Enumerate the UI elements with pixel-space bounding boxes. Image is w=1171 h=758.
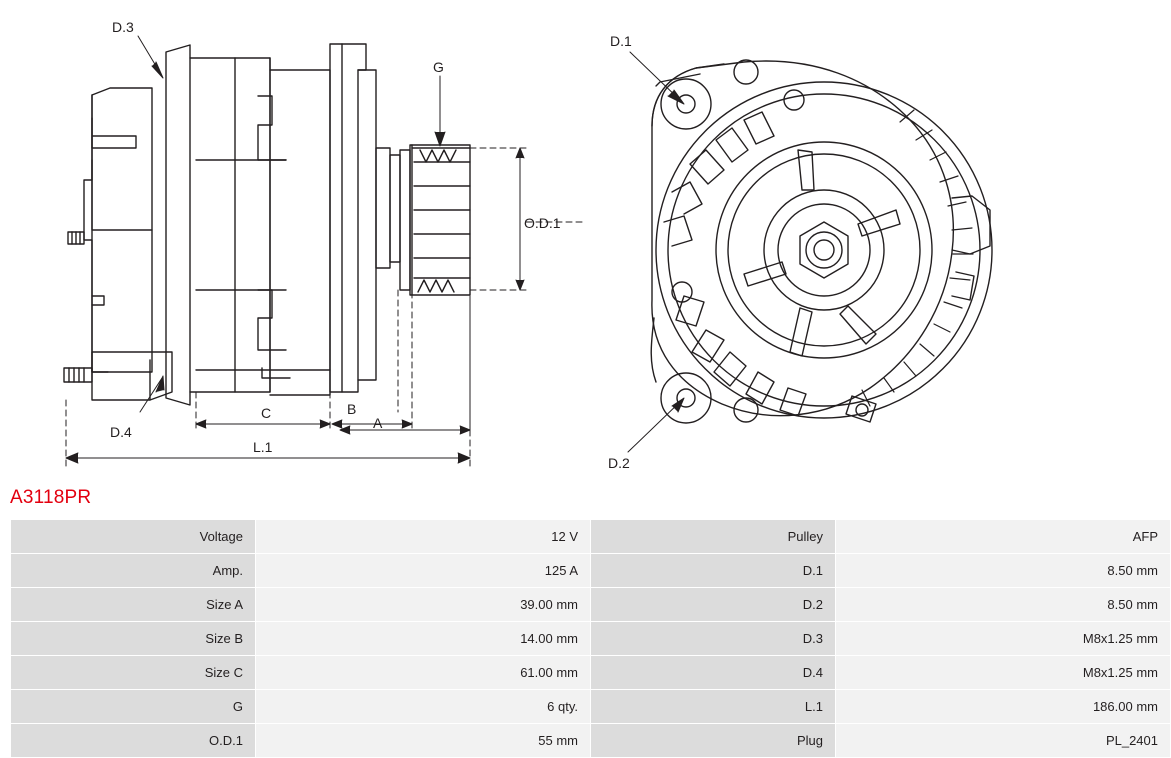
lower-stud-threads [69, 368, 84, 382]
spec-label: D.2 [591, 588, 836, 622]
pulley-body [410, 145, 470, 295]
pulley-vee-top [420, 150, 456, 162]
bracket-lower-arm [651, 318, 656, 382]
table-row [11, 690, 1171, 724]
label-l1: L.1 [253, 439, 273, 455]
specifications-table [10, 519, 1171, 758]
spec-value: 55 mm [256, 724, 591, 758]
label-a: A [373, 415, 383, 431]
od1-dimension [516, 148, 524, 290]
mounting-ear-upper [661, 79, 711, 129]
b-dimension [332, 420, 412, 428]
front-bracket [330, 44, 366, 392]
label-d3: D.3 [112, 19, 134, 35]
body-step-2 [258, 290, 286, 350]
stator-body-2 [270, 70, 330, 395]
d2-leader [628, 398, 684, 452]
body-step-1 [258, 96, 286, 160]
spec-value: 14.00 mm [256, 622, 591, 656]
spec-value: 125 A [256, 554, 591, 588]
spec-label: D.4 [591, 656, 836, 690]
label-g: G [433, 59, 444, 75]
rear-notch [92, 296, 104, 305]
rotor-outer-circle [716, 142, 932, 358]
table-row [11, 520, 1171, 554]
part-code-title: A3118PR [10, 487, 92, 508]
dimension-extension-lines [66, 148, 582, 466]
d4-leader [140, 376, 164, 412]
fan-blade-3 [840, 306, 876, 344]
fan-hub-circle [764, 190, 884, 310]
right-side-tab [952, 272, 974, 300]
d3-leader [138, 36, 163, 78]
boss-upper-right [784, 90, 804, 110]
table-row [11, 588, 1171, 622]
spec-label: D.1 [591, 554, 836, 588]
table-row [11, 724, 1171, 758]
stator-inner-ring [668, 94, 980, 406]
label-c: C [261, 405, 272, 421]
spec-value: 8.50 mm [836, 554, 1171, 588]
spec-value: PL_2401 [836, 724, 1171, 758]
pulley-hub [400, 150, 410, 290]
boss-top [734, 60, 758, 84]
spec-label: Size B [11, 622, 256, 656]
housing-outer-silhouette [652, 61, 953, 416]
terminal-thread-lines [72, 232, 80, 244]
spec-label: Size C [11, 656, 256, 690]
label-od1: O.D.1 [524, 215, 561, 231]
spec-value: M8x1.25 mm [836, 622, 1171, 656]
spec-value: 186.00 mm [836, 690, 1171, 724]
shaft-center [814, 240, 834, 260]
spec-value: 6 qty. [256, 690, 591, 724]
label-b: B [347, 401, 357, 417]
spec-value: M8x1.25 mm [836, 656, 1171, 690]
label-d2: D.2 [608, 455, 630, 471]
shaft-hex-nut [800, 222, 848, 278]
spec-value: 61.00 mm [256, 656, 591, 690]
bottom-tab [846, 396, 876, 422]
spec-label: Plug [591, 724, 836, 758]
mounting-ear-lower [661, 373, 711, 423]
spec-label: D.3 [591, 622, 836, 656]
spec-label: L.1 [591, 690, 836, 724]
lower-stud [64, 368, 92, 382]
spec-label: Amp. [11, 554, 256, 588]
bearing-retainer [376, 148, 390, 268]
boss-left-mid [672, 282, 692, 302]
label-d4: D.4 [110, 424, 132, 440]
label-d1: D.1 [610, 33, 632, 49]
shaft-collar [390, 155, 400, 262]
fan-blade-5 [744, 262, 786, 286]
rear-cover-detail [92, 118, 136, 148]
spec-value: 12 V [256, 520, 591, 554]
table-row [11, 554, 1171, 588]
fan-blade-4 [790, 308, 812, 356]
c-dimension [196, 420, 330, 428]
rear-bracket [166, 45, 190, 405]
g-leader [435, 76, 445, 146]
spec-label: G [11, 690, 256, 724]
spec-label: Voltage [11, 520, 256, 554]
fan-blade-2 [858, 210, 900, 236]
rear-cover-detail-2 [92, 160, 152, 230]
spec-label: Pulley [591, 520, 836, 554]
spec-value: 39.00 mm [256, 588, 591, 622]
stator-cooling-fins [862, 110, 973, 406]
stator-outer-ring [656, 82, 992, 418]
right-side-boss [952, 196, 990, 254]
front-bracket-2 [358, 70, 376, 380]
spec-label: Size A [11, 588, 256, 622]
pulley-groove-lines [414, 162, 470, 278]
d1-leader [630, 52, 684, 104]
spec-label: O.D.1 [11, 724, 256, 758]
spec-table-body [11, 520, 1171, 758]
spec-value: AFP [836, 520, 1171, 554]
table-row [11, 656, 1171, 690]
body-mid-lines [196, 160, 286, 290]
pulley-vee-bottom [418, 280, 454, 292]
shaft-collar-circle [778, 204, 870, 296]
shaft-nut-inner [806, 232, 842, 268]
spec-value: 8.50 mm [836, 588, 1171, 622]
rotor-inner-circle [728, 154, 920, 346]
table-row [11, 622, 1171, 656]
lower-mounting-boss [92, 352, 172, 400]
